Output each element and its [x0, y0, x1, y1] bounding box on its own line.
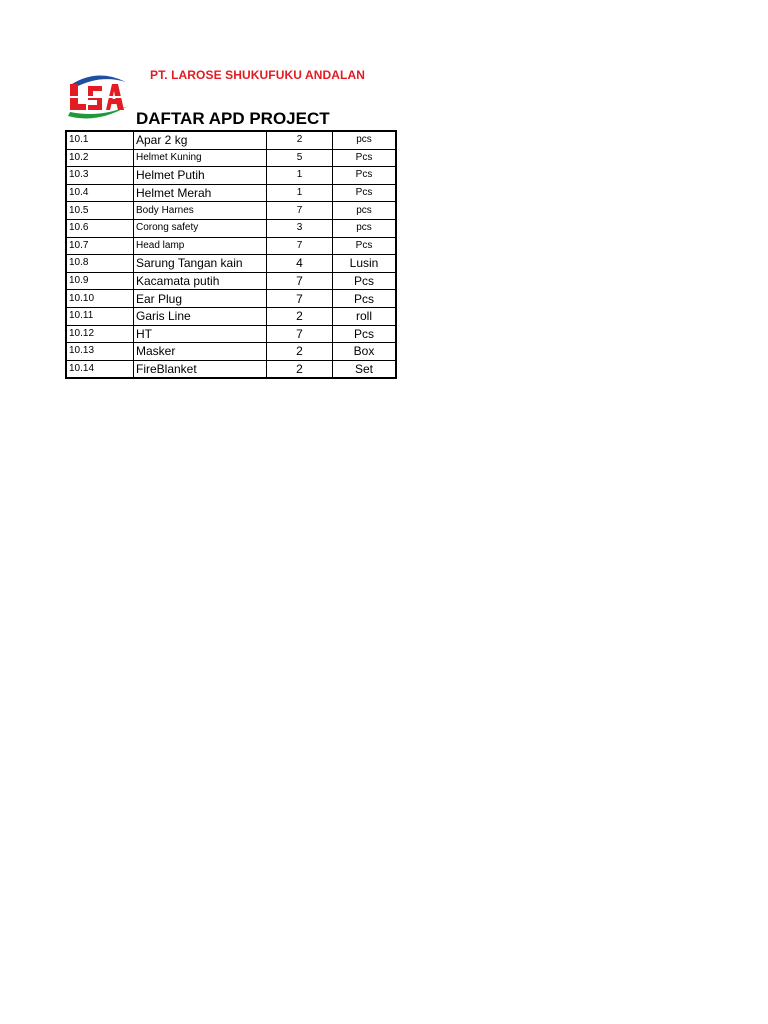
- item-qty: 2: [267, 131, 333, 149]
- item-name: Masker: [134, 343, 267, 361]
- item-name: Helmet Kuning: [134, 149, 267, 167]
- item-unit: pcs: [333, 219, 397, 237]
- item-number: 10.1: [66, 131, 134, 149]
- item-qty: 7: [267, 237, 333, 255]
- item-number: 10.3: [66, 167, 134, 185]
- item-unit: Set: [333, 360, 397, 378]
- item-number: 10.13: [66, 343, 134, 361]
- item-number: 10.4: [66, 184, 134, 202]
- item-name: Head lamp: [134, 237, 267, 255]
- table-row: [66, 272, 396, 290]
- item-unit: Pcs: [333, 149, 397, 167]
- item-name: Garis Line: [134, 307, 267, 325]
- item-qty: 7: [267, 202, 333, 220]
- item-number: 10.6: [66, 219, 134, 237]
- item-qty: 1: [267, 167, 333, 185]
- apd-table: [65, 130, 397, 379]
- item-number: 10.5: [66, 202, 134, 220]
- item-unit: pcs: [333, 131, 397, 149]
- item-unit: Pcs: [333, 237, 397, 255]
- table-row: [66, 237, 396, 255]
- item-number: 10.10: [66, 290, 134, 308]
- table-row: [66, 325, 396, 343]
- item-name: Corong safety: [134, 219, 267, 237]
- item-number: 10.8: [66, 255, 134, 273]
- lsa-logo-icon: [64, 72, 130, 122]
- item-qty: 7: [267, 272, 333, 290]
- table-row: [66, 307, 396, 325]
- item-qty: 4: [267, 255, 333, 273]
- item-name: HT: [134, 325, 267, 343]
- item-unit: Pcs: [333, 167, 397, 185]
- item-unit: pcs: [333, 202, 397, 220]
- item-number: 10.12: [66, 325, 134, 343]
- table-row: [66, 255, 396, 273]
- item-name: Body Harnes: [134, 202, 267, 220]
- item-unit: roll: [333, 307, 397, 325]
- item-unit: Pcs: [333, 325, 397, 343]
- table-row: [66, 343, 396, 361]
- table-row: [66, 131, 396, 149]
- item-name: Kacamata putih: [134, 272, 267, 290]
- item-name: FireBlanket: [134, 360, 267, 378]
- item-number: 10.14: [66, 360, 134, 378]
- table-row: [66, 219, 396, 237]
- item-qty: 5: [267, 149, 333, 167]
- item-qty: 7: [267, 325, 333, 343]
- table-row: [66, 184, 396, 202]
- item-name: Helmet Putih: [134, 167, 267, 185]
- table-row: [66, 360, 396, 378]
- table-row: [66, 167, 396, 185]
- table-row: [66, 202, 396, 220]
- table-row: [66, 149, 396, 167]
- item-qty: 2: [267, 360, 333, 378]
- item-qty: 3: [267, 219, 333, 237]
- page-title: DAFTAR APD PROJECT: [136, 109, 330, 128]
- item-name: Apar 2 kg: [134, 131, 267, 149]
- item-unit: Pcs: [333, 290, 397, 308]
- item-unit: Pcs: [333, 184, 397, 202]
- item-qty: 1: [267, 184, 333, 202]
- item-number: 10.7: [66, 237, 134, 255]
- item-qty: 2: [267, 343, 333, 361]
- item-number: 10.2: [66, 149, 134, 167]
- item-qty: 7: [267, 290, 333, 308]
- table-row: [66, 290, 396, 308]
- item-qty: 2: [267, 307, 333, 325]
- item-unit: Pcs: [333, 272, 397, 290]
- item-name: Helmet Merah: [134, 184, 267, 202]
- item-unit: Lusin: [333, 255, 397, 273]
- item-number: 10.9: [66, 272, 134, 290]
- item-number: 10.11: [66, 307, 134, 325]
- item-name: Ear Plug: [134, 290, 267, 308]
- item-name: Sarung Tangan kain: [134, 255, 267, 273]
- company-name: PT. LAROSE SHUKUFUKU ANDALAN: [150, 68, 366, 82]
- item-unit: Box: [333, 343, 397, 361]
